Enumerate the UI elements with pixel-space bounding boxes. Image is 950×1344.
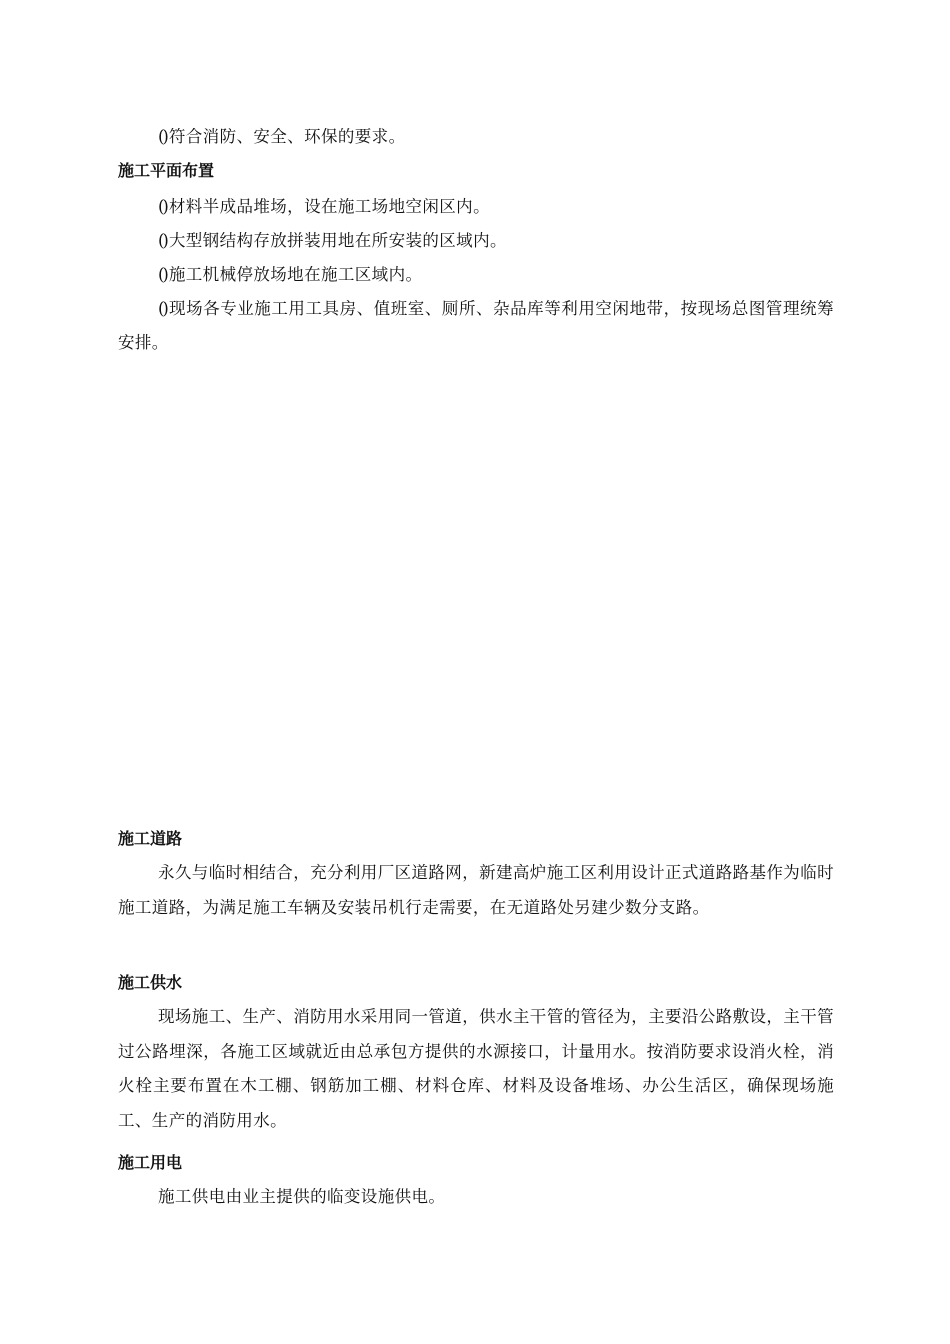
item-marker: ()	[158, 299, 167, 318]
section-heading-layout: 施工平面布置	[118, 161, 215, 180]
list-item	[118, 120, 834, 154]
item-text: 施工机械停放场地在施工区域内。	[168, 265, 423, 284]
roads-section	[118, 828, 834, 850]
list-item	[118, 190, 834, 224]
layout-section	[118, 160, 834, 182]
power-paragraph: 施工供电由业主提供的临变设施供电。	[158, 1187, 446, 1206]
water-body	[118, 1000, 834, 1138]
item-marker: ()	[158, 127, 167, 146]
list-item	[118, 292, 834, 360]
roads-body	[118, 856, 834, 925]
item-marker: ()	[158, 197, 167, 216]
water-section	[118, 972, 834, 994]
roads-paragraph: 永久与临时相结合，充分利用厂区道路网，新建高炉施工区利用设计正式道路路基作为临时施工道路，为满足施工车辆及安装吊机行走需要，在无道路处另建少数分支路。	[118, 863, 834, 917]
power-body	[118, 1180, 834, 1215]
item-text: 大型钢结构存放拼装用地在所安装的区域内。	[168, 231, 507, 250]
intro-block	[118, 120, 834, 154]
item-text: 符合消防、安全、环保的要求。	[168, 127, 406, 146]
section-heading-power: 施工用电	[118, 1153, 183, 1172]
water-paragraph: 现场施工、生产、消防用水采用同一管道，供水主干管的管径为，主要沿公路敷设，主干管过公路埋深，各施工区域就近由总承包方提供的水源接口，计量用水。按消防要求设消火栓，消火栓主要布置在木工棚、钢筋加工棚、材料仓库、材料及设备堆场、办公生活区，确保现场施工、生产的消防用水。	[118, 1007, 834, 1130]
item-text: 现场各专业施工用工具房、值班室、厕所、杂品库等利用空闲地带，按现场总图管理统筹安排。	[118, 299, 834, 352]
item-text: 材料半成品堆场，设在施工场地空闲区内。	[168, 197, 490, 216]
item-marker: ()	[158, 231, 167, 250]
section-heading-water: 施工供水	[118, 973, 183, 992]
power-section	[118, 1152, 834, 1174]
list-item	[118, 224, 834, 258]
list-item	[118, 258, 834, 292]
layout-items	[118, 190, 834, 360]
section-heading-roads: 施工道路	[118, 829, 183, 848]
item-marker: ()	[158, 265, 167, 284]
